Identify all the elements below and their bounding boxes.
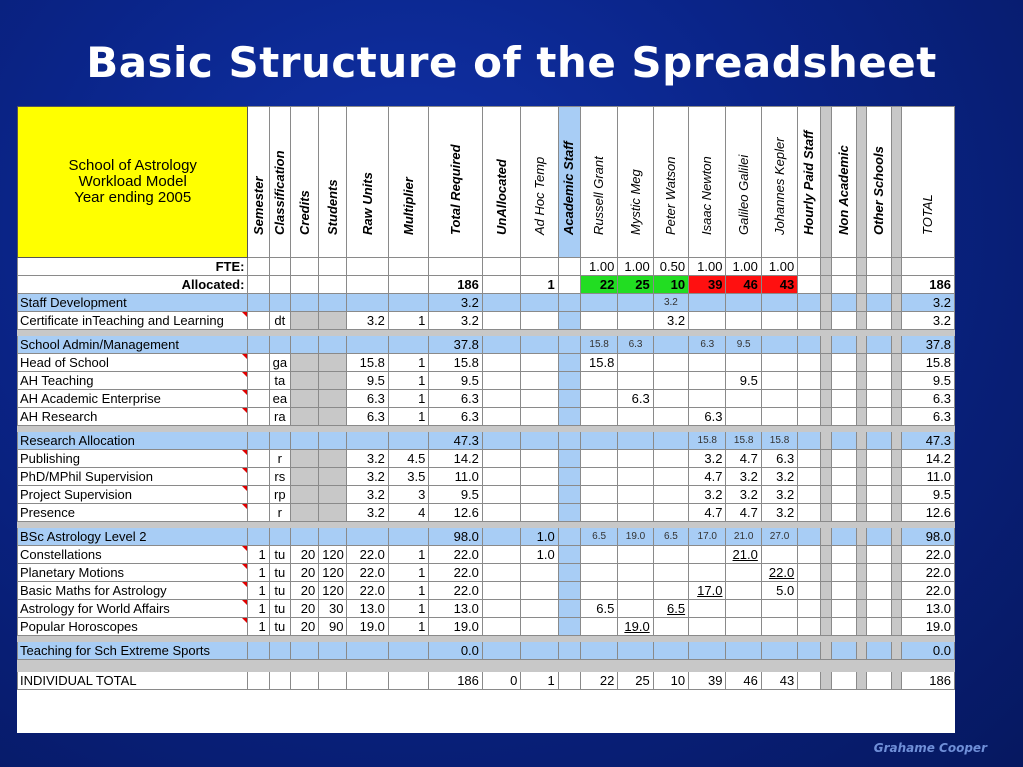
individual-total: 186: [902, 672, 955, 690]
row-classification[interactable]: tu: [269, 564, 290, 582]
row-label: Basic Maths for Astrology: [18, 582, 248, 600]
allocated-peter: 10: [653, 276, 688, 294]
allocated-row: [18, 276, 955, 294]
row-total-required: 11.0: [429, 468, 483, 486]
row-classification[interactable]: tu: [269, 600, 290, 618]
row-isaac[interactable]: 4.7: [689, 504, 726, 522]
row-galileo[interactable]: 4.7: [726, 504, 761, 522]
fte-russell[interactable]: 1.00: [580, 258, 617, 276]
row-multiplier[interactable]: 1: [388, 564, 428, 582]
row-total: 22.0: [902, 564, 955, 582]
row-semester[interactable]: 1: [248, 546, 269, 564]
individual-isaac: 39: [689, 672, 726, 690]
allocated-ad-hoc: 1: [521, 276, 558, 294]
row-isaac[interactable]: 3.2: [689, 486, 726, 504]
section-total: 3.2: [902, 294, 955, 312]
section-extreme-sports: [18, 642, 955, 660]
table-row: [18, 486, 955, 504]
col-header-russell-grant: Russell Grant: [580, 107, 617, 258]
table-row: [18, 390, 955, 408]
allocated-label: Allocated:: [18, 276, 248, 294]
row-total: 19.0: [902, 618, 955, 636]
row-label: Popular Horoscopes: [18, 618, 248, 636]
header-row: [18, 107, 955, 258]
col-header-non-academic: Non Academic: [831, 107, 856, 258]
workload-table: [17, 106, 955, 690]
row-total-required: 22.0: [429, 564, 483, 582]
table-row: [18, 504, 955, 522]
row-classification[interactable]: rp: [269, 486, 290, 504]
row-total: 11.0: [902, 468, 955, 486]
section-title: BSc Astrology Level 2: [18, 528, 248, 546]
row-total-required: 13.0: [429, 600, 483, 618]
row-total-required: 22.0: [429, 582, 483, 600]
row-multiplier[interactable]: 1: [388, 618, 428, 636]
col-header-students: Students: [319, 107, 347, 258]
row-meg[interactable]: 19.0: [618, 618, 653, 636]
row-label: Constellations: [18, 546, 248, 564]
row-galileo[interactable]: 4.7: [726, 450, 761, 468]
row-multiplier[interactable]: 1: [388, 546, 428, 564]
row-total: 9.5: [902, 372, 955, 390]
row-raw-units[interactable]: 3.2: [347, 450, 388, 468]
section-galileo: 15.8: [726, 432, 761, 450]
row-multiplier[interactable]: 1: [388, 390, 428, 408]
section-total-required: 0.0: [429, 642, 483, 660]
row-kepler[interactable]: 5.0: [761, 582, 797, 600]
row-classification[interactable]: ta: [269, 372, 290, 390]
row-total-required: 9.5: [429, 486, 483, 504]
section-total: 98.0: [902, 528, 955, 546]
col-header-total-required: Total Required: [429, 107, 483, 258]
col-header-peter-watson: Peter Watson: [653, 107, 688, 258]
row-galileo[interactable]: 3.2: [726, 486, 761, 504]
individual-total-row: [18, 672, 955, 690]
row-multiplier[interactable]: 3.5: [388, 468, 428, 486]
fte-peter[interactable]: 0.50: [653, 258, 688, 276]
row-raw-units[interactable]: 6.3: [347, 390, 388, 408]
row-semester[interactable]: 1: [248, 600, 269, 618]
col-spacer: [821, 107, 831, 258]
row-kepler[interactable]: 3.2: [761, 468, 797, 486]
row-total-required: 6.3: [429, 408, 483, 426]
row-peter[interactable]: 3.2: [653, 312, 688, 330]
row-credits[interactable]: 20: [290, 564, 318, 582]
allocated-kepler: 43: [761, 276, 797, 294]
row-label: Presence: [18, 504, 248, 522]
row-galileo[interactable]: 3.2: [726, 468, 761, 486]
col-header-raw-units: Raw Units: [347, 107, 388, 258]
row-galileo[interactable]: 9.5: [726, 372, 761, 390]
section-kepler: 27.0: [761, 528, 797, 546]
row-students[interactable]: 120: [319, 564, 347, 582]
row-total: 12.6: [902, 504, 955, 522]
row-classification[interactable]: tu: [269, 582, 290, 600]
row-total: 9.5: [902, 486, 955, 504]
col-header-multiplier: Multiplier: [388, 107, 428, 258]
col-header-total: TOTAL: [902, 107, 955, 258]
row-multiplier[interactable]: 1: [388, 354, 428, 372]
col-header-semester: Semester: [248, 107, 269, 258]
section-total-required: 98.0: [429, 528, 483, 546]
row-multiplier[interactable]: 1: [388, 312, 428, 330]
row-isaac[interactable]: 4.7: [689, 468, 726, 486]
table-row: [18, 408, 955, 426]
row-multiplier[interactable]: 1: [388, 408, 428, 426]
row-multiplier[interactable]: 1: [388, 582, 428, 600]
footer-author: Grahame Cooper: [873, 741, 987, 755]
row-isaac[interactable]: 3.2: [689, 450, 726, 468]
row-multiplier[interactable]: 4: [388, 504, 428, 522]
row-students[interactable]: 120: [319, 582, 347, 600]
row-raw-units[interactable]: 15.8: [347, 354, 388, 372]
row-total: 22.0: [902, 546, 955, 564]
row-total-required: 3.2: [429, 312, 483, 330]
individual-russell: 22: [580, 672, 617, 690]
row-students[interactable]: 30: [319, 600, 347, 618]
col-header-classification: Classification: [269, 107, 290, 258]
row-isaac[interactable]: 17.0: [689, 582, 726, 600]
section-peter: 6.5: [653, 528, 688, 546]
individual-ad-hoc: 1: [521, 672, 558, 690]
row-ad-hoc[interactable]: 1.0: [521, 546, 558, 564]
row-total: 14.2: [902, 450, 955, 468]
section-total: 47.3: [902, 432, 955, 450]
row-credits[interactable]: 20: [290, 582, 318, 600]
section-russell: 6.5: [580, 528, 617, 546]
row-label: Certificate inTeaching and Learning: [18, 312, 248, 330]
row-credits[interactable]: 20: [290, 546, 318, 564]
individual-peter: 10: [653, 672, 688, 690]
section-ad-hoc: 1.0: [521, 528, 558, 546]
individual-unallocated: 0: [482, 672, 520, 690]
col-header-johannes-kepler: Johannes Kepler: [761, 107, 797, 258]
sheet-title-cell: [18, 107, 248, 258]
row-kepler[interactable]: 3.2: [761, 504, 797, 522]
col-header-isaac-newton: Isaac Newton: [689, 107, 726, 258]
row-kepler[interactable]: 22.0: [761, 564, 797, 582]
row-kepler[interactable]: 3.2: [761, 486, 797, 504]
row-total-required: 9.5: [429, 372, 483, 390]
row-raw-units[interactable]: 22.0: [347, 546, 388, 564]
row-total: 22.0: [902, 582, 955, 600]
fte-isaac[interactable]: 1.00: [689, 258, 726, 276]
row-multiplier[interactable]: 4.5: [388, 450, 428, 468]
row-raw-units[interactable]: 19.0: [347, 618, 388, 636]
section-research-allocation: [18, 432, 955, 450]
allocated-meg: 25: [618, 276, 653, 294]
section-meg: 19.0: [618, 528, 653, 546]
row-total-required: 12.6: [429, 504, 483, 522]
section-title: Research Allocation: [18, 432, 248, 450]
row-raw-units[interactable]: 22.0: [347, 564, 388, 582]
fte-galileo[interactable]: 1.00: [726, 258, 761, 276]
row-total-required: 22.0: [429, 546, 483, 564]
fte-kepler[interactable]: 1.00: [761, 258, 797, 276]
section-russell: 15.8: [580, 336, 617, 354]
section-staff-development: [18, 294, 955, 312]
table-row: [18, 354, 955, 372]
col-header-hourly-paid-staff: Hourly Paid Staff: [798, 107, 821, 258]
row-total: 15.8: [902, 354, 955, 372]
col-spacer: [856, 107, 866, 258]
row-label: AH Teaching: [18, 372, 248, 390]
col-header-ad-hoc-temp: Ad Hoc Temp: [521, 107, 558, 258]
row-total-required: 19.0: [429, 618, 483, 636]
col-header-unallocated: UnAllocated: [482, 107, 520, 258]
sheet-title-line-1: School of Astrology: [68, 157, 197, 174]
row-classification[interactable]: tu: [269, 546, 290, 564]
col-spacer: [892, 107, 902, 258]
section-isaac: 17.0: [689, 528, 726, 546]
section-isaac: 15.8: [689, 432, 726, 450]
row-label: Publishing: [18, 450, 248, 468]
row-label: PhD/MPhil Supervision: [18, 468, 248, 486]
section-kepler: 15.8: [761, 432, 797, 450]
row-raw-units[interactable]: 13.0: [347, 600, 388, 618]
table-row: [18, 618, 955, 636]
row-total-required: 6.3: [429, 390, 483, 408]
section-bsc-astrology: [18, 528, 955, 546]
col-header-credits: Credits: [290, 107, 318, 258]
section-total: 37.8: [902, 336, 955, 354]
fte-label: FTE:: [18, 258, 248, 276]
row-students[interactable]: 90: [319, 618, 347, 636]
row-classification[interactable]: rs: [269, 468, 290, 486]
row-semester[interactable]: 1: [248, 564, 269, 582]
row-classification[interactable]: tu: [269, 618, 290, 636]
row-total-required: 14.2: [429, 450, 483, 468]
table-row: [18, 564, 955, 582]
slide-title: Basic Structure of the Spreadsheet: [86, 38, 937, 87]
row-classification[interactable]: ga: [269, 354, 290, 372]
row-total: 6.3: [902, 390, 955, 408]
row-classification[interactable]: dt: [269, 312, 290, 330]
section-total-required: 37.8: [429, 336, 483, 354]
col-header-other-schools: Other Schools: [866, 107, 891, 258]
table-row: [18, 546, 955, 564]
row-classification[interactable]: ea: [269, 390, 290, 408]
row-multiplier[interactable]: 1: [388, 372, 428, 390]
row-raw-units[interactable]: 3.2: [347, 504, 388, 522]
section-title: Teaching for Sch Extreme Sports: [18, 642, 248, 660]
section-isaac: 6.3: [689, 336, 726, 354]
table-row: [18, 312, 955, 330]
allocated-total: 186: [902, 276, 955, 294]
row-label: Project Supervision: [18, 486, 248, 504]
row-meg[interactable]: 6.3: [618, 390, 653, 408]
sheet-title-line-2: Workload Model: [78, 173, 187, 190]
section-total-required: 47.3: [429, 432, 483, 450]
row-credits[interactable]: 20: [290, 600, 318, 618]
row-total-required: 15.8: [429, 354, 483, 372]
individual-total-required: 186: [429, 672, 483, 690]
fte-meg[interactable]: 1.00: [618, 258, 653, 276]
row-russell[interactable]: 15.8: [580, 354, 617, 372]
workload-spreadsheet: [17, 106, 955, 733]
row-total: 3.2: [902, 312, 955, 330]
row-total: 13.0: [902, 600, 955, 618]
row-classification[interactable]: ra: [269, 408, 290, 426]
row-label: Head of School: [18, 354, 248, 372]
row-label: Planetary Motions: [18, 564, 248, 582]
section-meg: 6.3: [618, 336, 653, 354]
allocated-galileo: 46: [726, 276, 761, 294]
row-raw-units[interactable]: 3.2: [347, 312, 388, 330]
allocated-russell: 22: [580, 276, 617, 294]
table-row: [18, 582, 955, 600]
row-peter[interactable]: 6.5: [653, 600, 688, 618]
row-label: AH Academic Enterprise: [18, 390, 248, 408]
table-row: [18, 600, 955, 618]
row-raw-units[interactable]: 3.2: [347, 486, 388, 504]
individual-galileo: 46: [726, 672, 761, 690]
section-total: 0.0: [902, 642, 955, 660]
row-label: Astrology for World Affairs: [18, 600, 248, 618]
section-galileo: 9.5: [726, 336, 761, 354]
fte-row: [18, 258, 955, 276]
table-row: [18, 372, 955, 390]
row-multiplier[interactable]: 1: [388, 600, 428, 618]
row-raw-units[interactable]: 22.0: [347, 582, 388, 600]
row-semester[interactable]: 1: [248, 618, 269, 636]
table-row: [18, 450, 955, 468]
row-semester[interactable]: 1: [248, 582, 269, 600]
individual-total-label: INDIVIDUAL TOTAL: [18, 672, 248, 690]
row-kepler[interactable]: 6.3: [761, 450, 797, 468]
section-total-required: 3.2: [429, 294, 483, 312]
row-russell[interactable]: 6.5: [580, 600, 617, 618]
row-multiplier[interactable]: 3: [388, 486, 428, 504]
row-galileo[interactable]: 21.0: [726, 546, 761, 564]
row-raw-units[interactable]: 3.2: [347, 468, 388, 486]
section-peter: 3.2: [653, 294, 688, 312]
row-label: AH Research: [18, 408, 248, 426]
section-school-admin: [18, 336, 955, 354]
individual-meg: 25: [618, 672, 653, 690]
section-title: School Admin/Management: [18, 336, 248, 354]
row-students[interactable]: 120: [319, 546, 347, 564]
allocated-isaac: 39: [689, 276, 726, 294]
row-isaac[interactable]: 6.3: [689, 408, 726, 426]
col-header-mystic-meg: Mystic Meg: [618, 107, 653, 258]
row-classification[interactable]: r: [269, 450, 290, 468]
sheet-title-line-3: Year ending 2005: [74, 189, 192, 206]
section-title: Staff Development: [18, 294, 248, 312]
row-raw-units[interactable]: 6.3: [347, 408, 388, 426]
col-header-galileo-galilei: Galileo Galilei: [726, 107, 761, 258]
allocated-total-required: 186: [429, 276, 483, 294]
row-raw-units[interactable]: 9.5: [347, 372, 388, 390]
section-galileo: 21.0: [726, 528, 761, 546]
individual-kepler: 43: [761, 672, 797, 690]
col-header-academic-staff: Academic Staff: [558, 107, 580, 258]
table-row: [18, 468, 955, 486]
row-total: 6.3: [902, 408, 955, 426]
row-credits[interactable]: 20: [290, 618, 318, 636]
row-classification[interactable]: r: [269, 504, 290, 522]
